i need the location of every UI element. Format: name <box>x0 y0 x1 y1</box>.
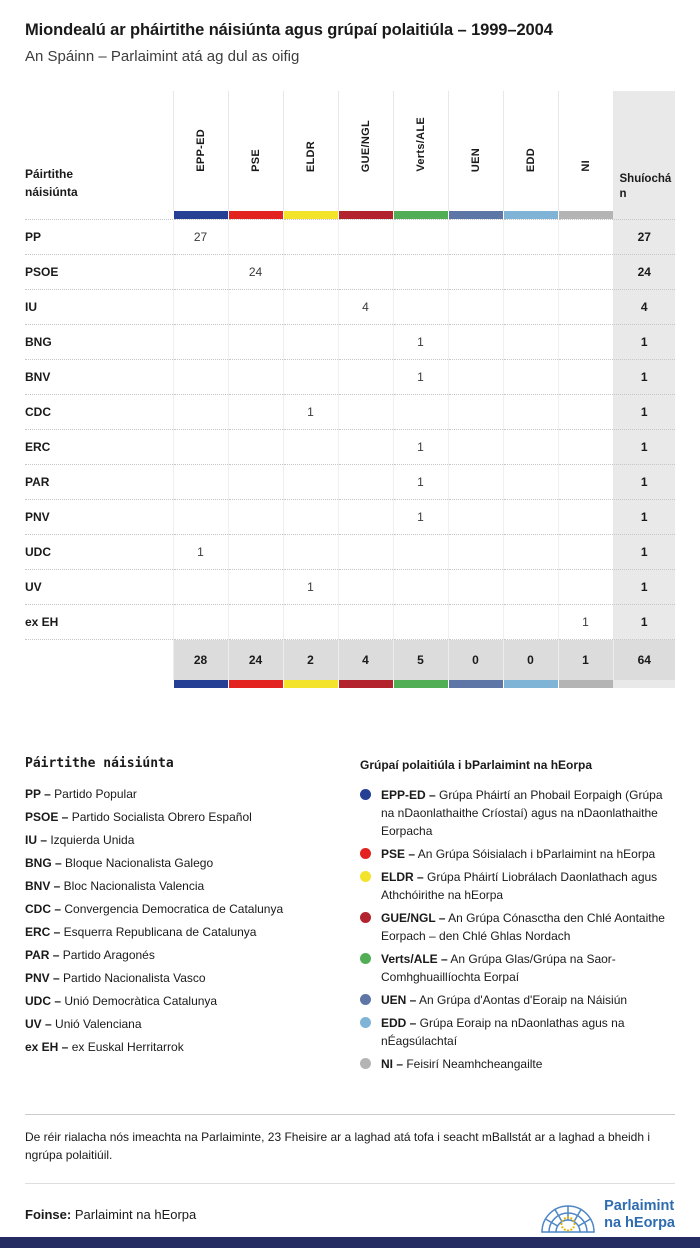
group-color-dot <box>360 912 371 923</box>
group-color-bar <box>393 680 448 688</box>
table-row <box>25 605 675 640</box>
party-legend-item: CDC – Convergencia Democratica de Catalunya <box>25 901 284 916</box>
column-header: Verts/ALE <box>393 91 448 211</box>
value-cell <box>283 220 338 255</box>
value-cell <box>558 430 613 465</box>
party-name: PSOE <box>25 255 173 290</box>
parties-legend-title: Páirtithe náisiúnta <box>25 755 174 771</box>
value-cell <box>393 220 448 255</box>
divider-line <box>25 1114 675 1115</box>
value-cell: 1 <box>393 325 448 360</box>
value-cell <box>283 465 338 500</box>
value-cell <box>503 605 558 640</box>
group-color-bar <box>503 680 558 688</box>
value-cell <box>228 500 283 535</box>
column-header: ELDR <box>283 91 338 211</box>
group-color-dot <box>360 994 371 1005</box>
value-cell <box>173 570 228 605</box>
value-cell <box>448 535 503 570</box>
value-cell <box>503 500 558 535</box>
source-row <box>25 1196 675 1234</box>
group-color-bar <box>173 680 228 688</box>
seats-cell: 1 <box>613 500 675 535</box>
value-cell: 1 <box>283 395 338 430</box>
group-color-bar <box>558 680 613 688</box>
value-cell <box>283 290 338 325</box>
seats-cell: 24 <box>613 255 675 290</box>
value-cell <box>503 395 558 430</box>
value-cell <box>448 430 503 465</box>
value-cell <box>503 465 558 500</box>
total-cell: 2 <box>283 640 338 680</box>
bottom-bar <box>0 1237 700 1248</box>
value-cell <box>173 255 228 290</box>
seats-cell: 4 <box>613 290 675 325</box>
group-legend-text: Verts/ALE – An Grúpa Glas/Grúpa na Saor-Comhghuaillíochta Eorpaí <box>381 951 616 984</box>
value-cell: 24 <box>228 255 283 290</box>
total-cell: 0 <box>448 640 503 680</box>
value-cell <box>558 500 613 535</box>
value-cell <box>558 325 613 360</box>
party-name: ex EH <box>25 605 173 640</box>
party-legend-item: PNV – Partido Nacionalista Vasco <box>25 970 206 985</box>
party-legend-item: PSOE – Partido Socialista Obrero Español <box>25 809 252 824</box>
total-cell: 4 <box>338 640 393 680</box>
divider-line <box>25 1183 675 1184</box>
value-cell <box>393 255 448 290</box>
value-cell <box>338 430 393 465</box>
value-cell <box>338 360 393 395</box>
groups-legend-title: Grúpaí polaitiúla i bParlaimint na hEorpa <box>360 757 593 772</box>
seats-cell: 1 <box>613 465 675 500</box>
value-cell <box>283 325 338 360</box>
value-cell <box>338 500 393 535</box>
value-cell <box>283 255 338 290</box>
source <box>25 1207 196 1222</box>
group-color-dot <box>360 871 371 882</box>
table-row <box>25 430 675 465</box>
groups-legend-list <box>360 786 675 1073</box>
value-cell <box>558 360 613 395</box>
value-cell <box>393 290 448 325</box>
group-legend-text: ELDR – Grúpa Pháirtí Liobrálach Daonlathach agus Athchóirithe na hEorpa <box>381 869 658 902</box>
totals-row <box>25 640 675 680</box>
group-color-bar <box>448 680 503 688</box>
seats-header: Shuíochán <box>613 91 675 211</box>
eu-parliament-hemicycle-icon <box>539 1196 597 1234</box>
value-cell <box>173 605 228 640</box>
party-name: PAR <box>25 465 173 500</box>
results-table <box>25 91 675 688</box>
value-cell <box>393 395 448 430</box>
group-color-dot <box>360 953 371 964</box>
group-legend-item <box>360 909 675 945</box>
group-legend-item <box>360 868 675 904</box>
value-cell <box>228 325 283 360</box>
seats-cell: 1 <box>613 325 675 360</box>
value-cell <box>503 570 558 605</box>
national-parties-legend <box>25 756 360 1078</box>
value-cell <box>173 325 228 360</box>
value-cell: 1 <box>393 360 448 395</box>
party-name: ERC <box>25 430 173 465</box>
total-cell: 0 <box>503 640 558 680</box>
value-cell <box>448 360 503 395</box>
value-cell <box>558 395 613 430</box>
value-cell <box>503 360 558 395</box>
value-cell <box>338 325 393 360</box>
value-cell <box>558 290 613 325</box>
color-bar-row <box>25 211 675 220</box>
seats-total-cell: 64 <box>613 640 675 680</box>
value-cell <box>228 430 283 465</box>
seats-cell: 1 <box>613 395 675 430</box>
total-cell: 1 <box>558 640 613 680</box>
value-cell <box>228 290 283 325</box>
column-header: EDD <box>503 91 558 211</box>
group-color-bar <box>558 211 613 220</box>
value-cell <box>338 255 393 290</box>
value-cell <box>173 500 228 535</box>
party-name: PP <box>25 220 173 255</box>
value-cell <box>338 570 393 605</box>
table-row <box>25 465 675 500</box>
parties-legend-list <box>25 787 360 1054</box>
table-row <box>25 290 675 325</box>
column-header: PSE <box>228 91 283 211</box>
group-legend-text: NI – Feisirí Neamhcheangailte <box>381 1056 543 1071</box>
value-cell: 1 <box>393 465 448 500</box>
column-header: EPP-ED <box>173 91 228 211</box>
party-legend-item: PP – Partido Popular <box>25 786 137 801</box>
value-cell <box>448 605 503 640</box>
value-cell <box>338 465 393 500</box>
seats-cell: 1 <box>613 535 675 570</box>
party-name: UDC <box>25 535 173 570</box>
legend-section <box>25 756 675 1078</box>
party-legend-item: UDC – Unió Democràtica Catalunya <box>25 993 218 1008</box>
group-color-bar <box>283 680 338 688</box>
table-row <box>25 535 675 570</box>
value-cell <box>393 570 448 605</box>
value-cell <box>558 220 613 255</box>
table-row <box>25 360 675 395</box>
value-cell <box>228 570 283 605</box>
value-cell <box>338 535 393 570</box>
group-color-bar <box>228 680 283 688</box>
party-legend-item: UV – Unió Valenciana <box>25 1016 142 1031</box>
party-name: BNG <box>25 325 173 360</box>
value-cell <box>283 430 338 465</box>
value-cell <box>228 220 283 255</box>
value-cell <box>283 535 338 570</box>
value-cell <box>448 220 503 255</box>
group-legend-text: EPP-ED – Grúpa Pháirtí an Phobail Eorpaigh (Grúpa na nDaonlathaithe Críostaí) agus na nDaonlathaithe Eorpacha <box>381 787 663 838</box>
value-cell <box>228 605 283 640</box>
value-cell <box>448 395 503 430</box>
value-cell <box>393 605 448 640</box>
group-color-bar <box>448 211 503 220</box>
table-row <box>25 255 675 290</box>
group-legend-text: PSE – An Grúpa Sóisialach i bParlaimint na hEorpa <box>381 846 656 861</box>
group-legend-text: UEN – An Grúpa d'Aontas d'Eoraip na Náisiún <box>381 992 628 1007</box>
source-value: Parlaimint na hEorpa <box>74 1207 197 1223</box>
party-name: BNV <box>25 360 173 395</box>
group-legend-text: EDD – Grúpa Eoraip na nDaonlathas agus na nÉagsúlachtaí <box>381 1015 625 1048</box>
total-cell: 24 <box>228 640 283 680</box>
value-cell <box>558 465 613 500</box>
table-header-row <box>25 91 675 211</box>
group-legend-item <box>360 1014 675 1050</box>
party-legend-item: ex EH – ex Euskal Herritarrok <box>25 1039 184 1054</box>
value-cell <box>503 255 558 290</box>
value-cell <box>173 290 228 325</box>
value-cell <box>448 325 503 360</box>
column-header: NI <box>558 91 613 211</box>
total-cell: 5 <box>393 640 448 680</box>
group-color-dot <box>360 789 371 800</box>
value-cell: 4 <box>338 290 393 325</box>
group-color-bar <box>338 680 393 688</box>
table-row <box>25 325 675 360</box>
value-cell <box>393 535 448 570</box>
group-legend-text: GUE/NGL – An Grúpa Cónasctha den Chlé Aontaithe Eorpach – den Chlé Ghlas Nordach <box>381 910 665 943</box>
column-header: UEN <box>448 91 503 211</box>
value-cell <box>503 325 558 360</box>
table-row <box>25 500 675 535</box>
value-cell <box>448 290 503 325</box>
value-cell <box>173 360 228 395</box>
group-color-bar <box>173 211 228 220</box>
eu-parliament-logo <box>539 1196 675 1234</box>
value-cell <box>173 465 228 500</box>
group-legend-item <box>360 991 675 1009</box>
group-color-bar <box>283 211 338 220</box>
group-color-bar <box>338 211 393 220</box>
column-header: GUE/NGL <box>338 91 393 211</box>
table-row <box>25 220 675 255</box>
value-cell <box>283 500 338 535</box>
group-color-dot <box>360 1058 371 1069</box>
value-cell <box>503 290 558 325</box>
party-name: IU <box>25 290 173 325</box>
page <box>25 0 675 1234</box>
table-row <box>25 395 675 430</box>
value-cell <box>558 570 613 605</box>
value-cell <box>228 395 283 430</box>
party-name: CDC <box>25 395 173 430</box>
value-cell <box>228 465 283 500</box>
party-legend-item: IU – Izquierda Unida <box>25 832 135 847</box>
seats-cell: 1 <box>613 605 675 640</box>
party-legend-item: BNV – Bloc Nacionalista Valencia <box>25 878 205 893</box>
value-cell <box>228 535 283 570</box>
page-subtitle: An Spáinn – Parlaimint atá ag dul as oifig <box>25 48 300 65</box>
value-cell <box>448 255 503 290</box>
logo-text-line2: na hEorpa <box>604 1214 675 1231</box>
party-name: PNV <box>25 500 173 535</box>
value-cell: 1 <box>558 605 613 640</box>
value-cell <box>448 500 503 535</box>
value-cell <box>558 535 613 570</box>
group-color-dot <box>360 848 371 859</box>
value-cell <box>283 605 338 640</box>
value-cell: 1 <box>393 430 448 465</box>
value-cell <box>338 395 393 430</box>
value-cell <box>338 220 393 255</box>
total-cell: 28 <box>173 640 228 680</box>
seats-cell: 27 <box>613 220 675 255</box>
group-color-bar <box>228 211 283 220</box>
logo-text-line1: Parlaimint <box>604 1198 675 1215</box>
party-name: UV <box>25 570 173 605</box>
value-cell <box>558 255 613 290</box>
group-legend-item <box>360 950 675 986</box>
party-legend-item: PAR – Partido Aragonés <box>25 947 155 962</box>
value-cell <box>503 220 558 255</box>
value-cell <box>503 535 558 570</box>
value-cell: 1 <box>283 570 338 605</box>
group-color-bar <box>393 211 448 220</box>
political-groups-legend <box>360 756 675 1078</box>
group-color-dot <box>360 1017 371 1028</box>
value-cell <box>283 360 338 395</box>
value-cell <box>503 430 558 465</box>
value-cell <box>338 605 393 640</box>
value-cell: 1 <box>393 500 448 535</box>
table-row <box>25 570 675 605</box>
logo-text <box>604 1198 675 1230</box>
color-bar-row <box>25 680 675 688</box>
seats-cell: 1 <box>613 570 675 605</box>
value-cell <box>173 430 228 465</box>
value-cell <box>448 465 503 500</box>
row-group-header: Páirtithe náisiúnta <box>25 167 78 199</box>
group-legend-item <box>360 845 675 863</box>
group-legend-item <box>360 786 675 840</box>
group-legend-item <box>360 1055 675 1073</box>
seats-cell: 1 <box>613 360 675 395</box>
seats-cell: 1 <box>613 430 675 465</box>
value-cell <box>228 360 283 395</box>
value-cell: 27 <box>173 220 228 255</box>
page-title: Miondealú ar pháirtithe náisiúnta agus grúpaí polaitiúla – 1999–2004 <box>25 21 553 39</box>
footnote: De réir rialacha nós imeachta na Parlaiminte, 23 Fheisire ar a laghad atá tofa i seacht mBallstát ar a laghad a bheidh i ngrúpa polaitiúil. <box>25 1129 651 1163</box>
party-legend-item: BNG – Bloque Nacionalista Galego <box>25 855 214 870</box>
party-legend-item: ERC – Esquerra Republicana de Catalunya <box>25 924 257 939</box>
group-color-bar <box>503 211 558 220</box>
value-cell <box>173 395 228 430</box>
value-cell <box>448 570 503 605</box>
value-cell: 1 <box>173 535 228 570</box>
source-label: Foinse: <box>25 1207 72 1223</box>
